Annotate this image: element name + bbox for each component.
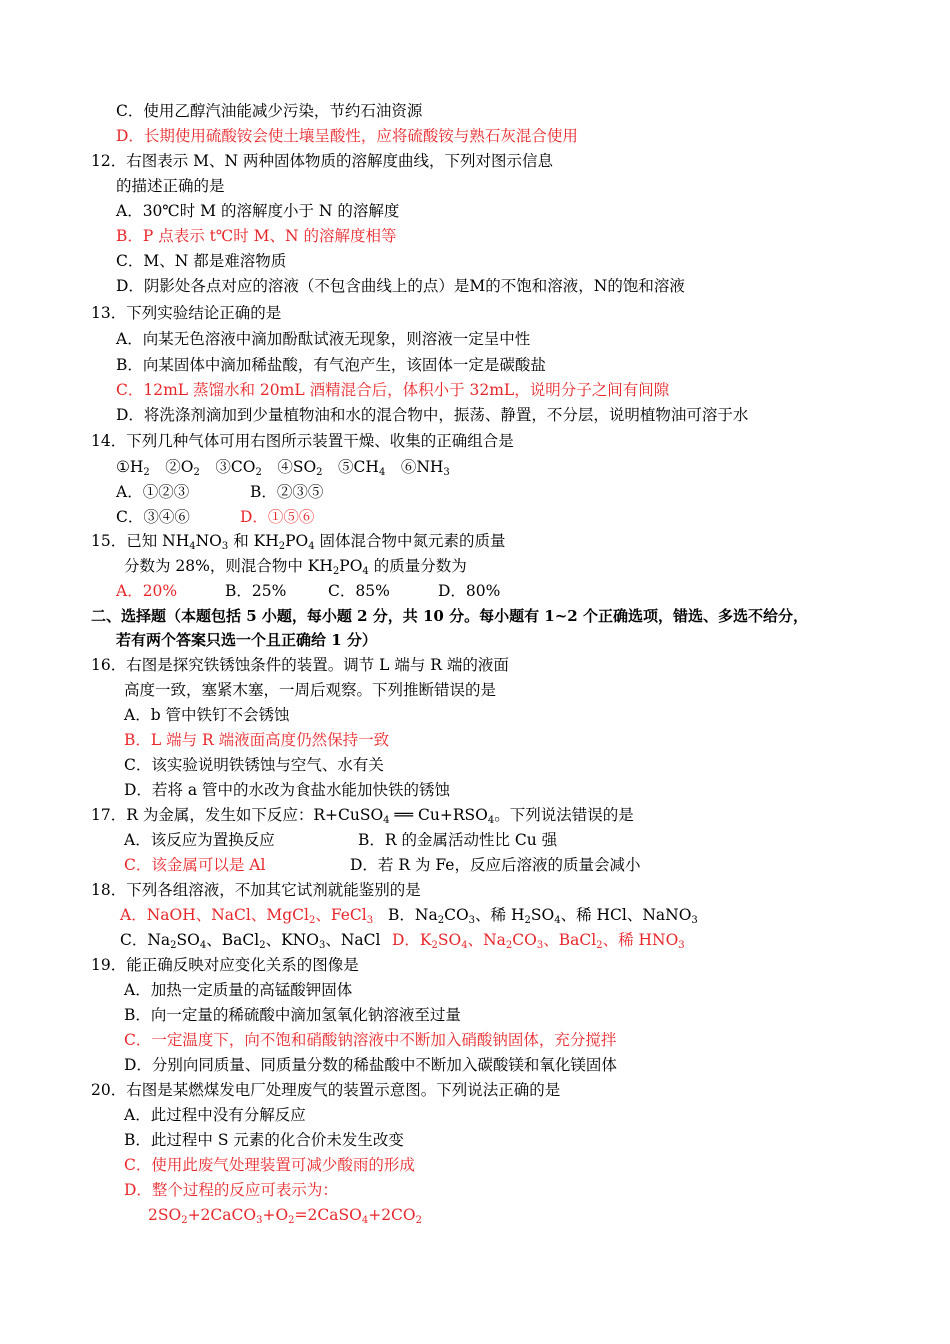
q13-option-a: A．向某无色溶液中滴加酚酞试液无现象，则溶液一定呈中性: [116, 330, 531, 348]
q15-stem: 15．已知 $NH_4NO_3$ 和 $KH_2PO_4$ 固体混合物中氮元素的质量: [91, 532, 506, 552]
q14-option-a: A．①②③: [116, 483, 190, 501]
q19-stem: 19．能正确反映对应变化关系的图像是: [91, 956, 359, 974]
q12-stem-cont: 的描述正确的是: [116, 177, 225, 195]
q17-option-b: B．R 的金属活动性比 Cu 强: [358, 831, 558, 849]
q12-option-b: B．P 点表示 t℃时 M、N 的溶解度相等: [116, 227, 397, 245]
q20-option-d: D．整个过程的反应可表示为：: [124, 1181, 338, 1199]
q20-equation: $2SO_2+2CaCO_3+O_2=2CaSO_4+2CO_2$: [148, 1206, 422, 1226]
q15-option-d: D．80%: [438, 582, 501, 600]
q14-option-c: C．③④⑥: [116, 508, 190, 526]
q20-option-c: C．使用此废气处理装置可减少酸雨的形成: [124, 1156, 415, 1174]
q17-option-c: C．该金属可以是 Al: [124, 856, 266, 874]
q15-option-b: B．25%: [225, 582, 287, 600]
q20-stem: 20．右图是某燃煤发电厂处理废气的装置示意图。下列说法正确的是: [91, 1081, 561, 1099]
q16-stem-cont: 高度一致，塞紧木塞，一周后观察。下列推断错误的是: [124, 681, 497, 699]
section-two-heading: 二、选择题（本题包括 5 小题，每小题 2 分，共 10 分。每小题有 1~2 个正确选项，错选、多选不给分，: [91, 607, 808, 625]
q16-stem: 16．右图是探究铁锈蚀条件的装置。调节 L 端与 R 端的液面: [91, 656, 509, 674]
q16-option-a: A．b 管中铁钉不会锈蚀: [124, 706, 290, 724]
section-two-heading-cont: 若有两个答案只选一个且正确给 1 分）: [116, 631, 377, 649]
q16-option-d: D．若将 a 管中的水改为食盐水能加快铁的锈蚀: [124, 781, 451, 799]
q19-option-c: C．一定温度下，向不饱和硝酸钠溶液中不断加入硝酸钠固体，充分搅拌: [124, 1031, 617, 1049]
q15-stem-cont: 分数为 28%，则混合物中 $KH_2PO_4$ 的质量分数为: [124, 557, 467, 577]
q11-option-c: C．使用乙醇汽油能减少污染，节约石油资源: [116, 102, 423, 120]
q15-option-a: A．20%: [116, 582, 178, 600]
q12-option-a: A．30℃时 M 的溶解度小于 N 的溶解度: [116, 202, 400, 220]
q13-option-c: C．12mL 蒸馏水和 20mL 酒精混合后，体积小于 32mL，说明分子之间有间隙: [116, 381, 670, 399]
q11-option-d: D．长期使用硫酸铵会使土壤呈酸性，应将硫酸铵与熟石灰混合使用: [116, 127, 578, 145]
q18-option-b: B．$Na_2CO_3$、稀 $H_2SO_4$、稀 HCl、NaNO$_3$: [388, 906, 698, 926]
q17-stem: 17．R 为金属，发生如下反应：R+CuSO$_4$ ══ $Cu+RSO_4$。下列说法错误的是: [91, 806, 634, 826]
q14-stem: 14．下列几种气体可用右图所示装置干燥、收集的正确组合是: [91, 432, 514, 450]
q19-option-b: B．向一定量的稀硫酸中滴加氢氧化钠溶液至过量: [124, 1006, 461, 1024]
q16-option-b: B．L 端与 R 端液面高度仍然保持一致: [124, 731, 390, 749]
q13-option-d: D．将洗涤剂滴加到少量植物油和水的混合物中，振荡、静置，不分层，说明植物油可溶于水: [116, 406, 749, 424]
q14-option-d: D．①⑤⑥: [240, 508, 315, 526]
q12-option-d: D．阴影处各点对应的溶液（不包含曲线上的点）是M的不饱和溶液，N的饱和溶液: [116, 277, 685, 295]
q17-option-d: D．若 R 为 Fe，反应后溶液的质量会减小: [350, 856, 641, 874]
q18-option-a: A．NaOH、NaCl、MgCl$_2$、FeCl$_3$: [120, 906, 374, 926]
q14-gases: $①H_2$ $②O_2$ $③CO_2$ $④SO_2$ $⑤CH_4$ $⑥NH_3$: [116, 458, 450, 478]
q18-stem: 18．下列各组溶液，不加其它试剂就能鉴别的是: [91, 881, 421, 899]
q17-option-a: A．该反应为置换反应: [124, 831, 275, 849]
q18-option-c: C．$Na_2SO_4$、BaCl$_2$、$KNO_3$、NaCl: [120, 931, 381, 951]
q12-stem: 12．右图表示 M、N 两种固体物质的溶解度曲线，下列对图示信息: [91, 152, 554, 170]
q14-option-b: B．②③⑤: [250, 483, 324, 501]
q18-option-d: D．$K_2SO_4$、$Na_2CO_3$、BaCl$_2$、稀 $HNO_3$: [392, 931, 685, 951]
q20-option-b: B．此过程中 S 元素的化合价未发生改变: [124, 1131, 404, 1149]
q19-option-d: D．分别向同质量、同质量分数的稀盐酸中不断加入碳酸镁和氧化镁固体: [124, 1056, 617, 1074]
q13-option-b: B．向某固体中滴加稀盐酸，有气泡产生，该固体一定是碳酸盐: [116, 356, 546, 374]
q19-option-a: A．加热一定质量的高锰酸钾固体: [124, 981, 353, 999]
q15-option-c: C．85%: [328, 582, 390, 600]
q20-option-a: A．此过程中没有分解反应: [124, 1106, 306, 1124]
q16-option-c: C．该实验说明铁锈蚀与空气、水有关: [124, 756, 384, 774]
q13-stem: 13．下列实验结论正确的是: [91, 304, 282, 322]
q12-option-c: C．M、N 都是难溶物质: [116, 252, 287, 270]
